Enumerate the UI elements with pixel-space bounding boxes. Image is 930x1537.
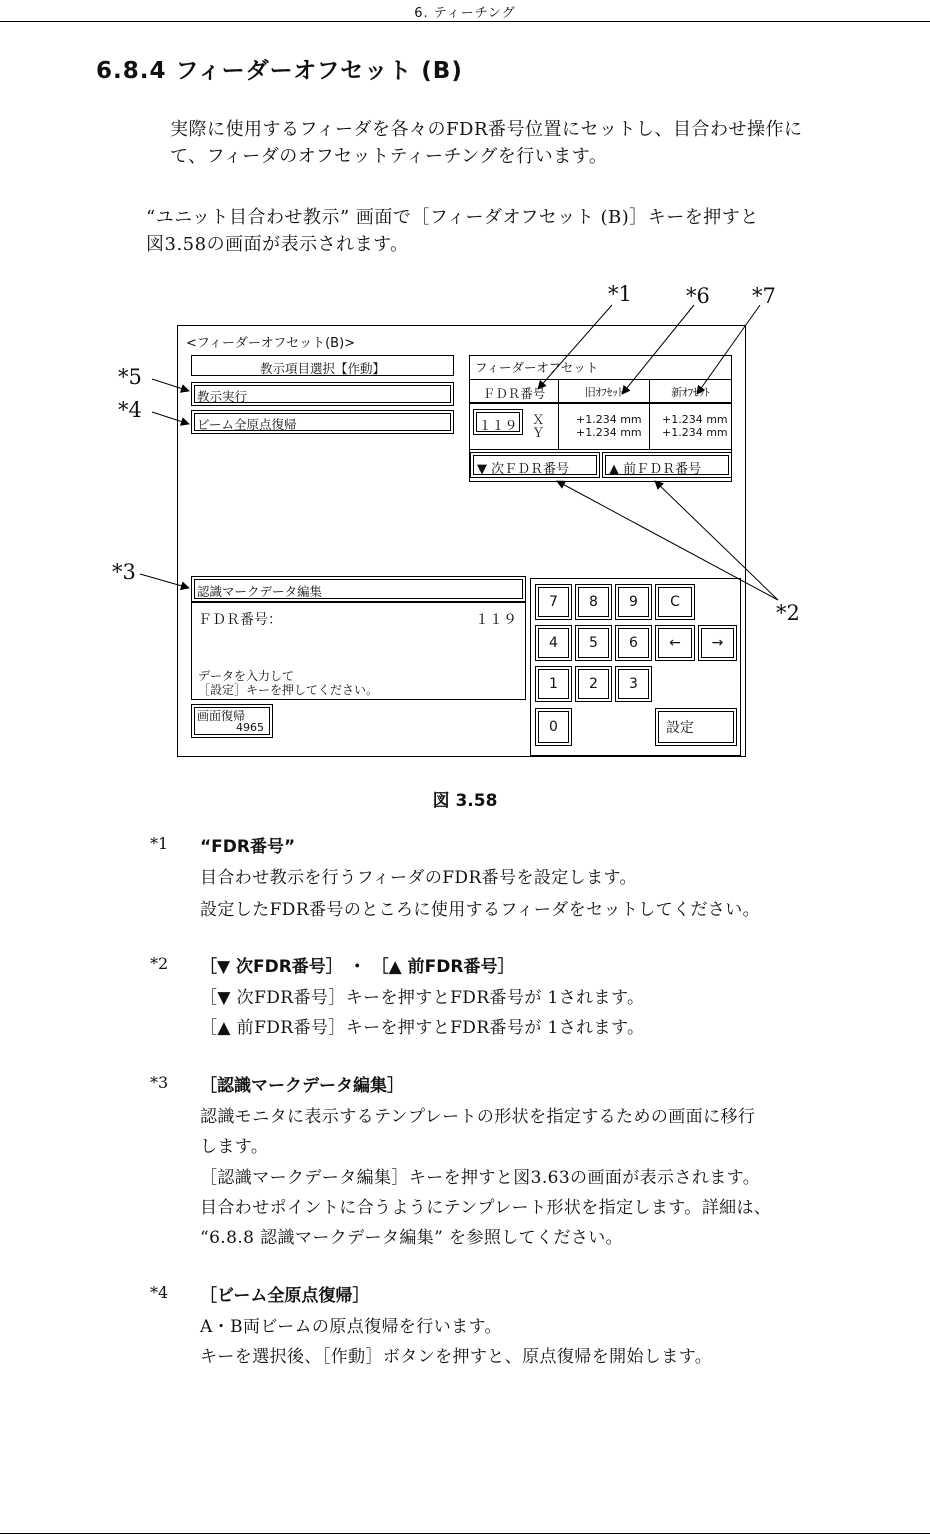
leader-2b	[655, 481, 778, 600]
fdr-number-value: １１９	[478, 419, 518, 434]
recog-msg-2: ［設定］キーを押してください。	[198, 683, 379, 697]
beam-home-label: ビーム全原点復帰	[197, 417, 297, 432]
key-0-label: 0	[549, 719, 558, 735]
screen-title: <フィーダーオフセット(B)>	[186, 336, 356, 351]
note-1-line-2: 設定したFDR番号のところに使用するフィーダをセットしてください。	[200, 900, 761, 920]
callout-1: *1	[608, 282, 632, 306]
note-2-heading: ［▼ 次FDR番号］ ・ ［▲ 前FDR番号］	[200, 957, 515, 977]
note-3-line-1: 認識モニタに表示するテンプレートの形状を指定するための画面に移行	[200, 1107, 756, 1127]
old-offset-y: +1.234 mm	[576, 426, 642, 439]
footer-rule	[0, 1533, 930, 1534]
note-3-line-3: ［認識マークデータ編集］キーを押すと図3.63の画面が表示されます。	[200, 1168, 761, 1188]
key-set-label: 設定	[666, 720, 694, 736]
leader-5	[152, 379, 189, 391]
chapter-header: 6. ティーチング	[414, 6, 516, 21]
next-fdr-label: ▼ 次ＦＤＲ番号	[477, 462, 570, 477]
recog-fdr-value: １１９	[475, 612, 517, 628]
recog-mark-edit-label: 認識マークデータ編集	[197, 584, 323, 599]
note-4-id: *4	[150, 1283, 169, 1302]
intro-line-1: 実際に使用するフィーダを各々のFDR番号位置にセットし、目合わせ操作に	[170, 119, 803, 140]
figure-caption: 図 3.58	[432, 791, 498, 811]
key-5-label: 5	[589, 635, 598, 651]
intro-line-2: て、フィーダのオフセットティーチングを行います。	[170, 146, 608, 167]
note-3-heading: ［認識マークデータ編集］	[200, 1076, 404, 1096]
note-2-line-2: ［▲ 前FDR番号］キーを押すとFDR番号が 1されます。	[200, 1018, 645, 1038]
offset-col-new-label: 新ｵﾌｾｯﾄ	[671, 386, 710, 399]
leader-2a	[557, 481, 778, 600]
key-9-label: 9	[629, 594, 638, 610]
screen-restore-label: 画面復帰	[197, 709, 246, 723]
recog-msg-1: データを入力して	[198, 669, 295, 683]
intro-line-4: 図3.58の画面が表示されます。	[146, 234, 409, 255]
callout-7: *7	[752, 284, 776, 308]
note-1-heading: “FDR番号”	[200, 837, 296, 857]
new-offset-x: +1.234 mm	[662, 413, 728, 426]
callout-2: *2	[776, 601, 800, 625]
teach-execute-label: 教示実行	[197, 389, 248, 404]
offset-panel-title: フィーダーオフセット	[475, 360, 599, 375]
screen-restore-code: 4965	[236, 721, 264, 734]
key-8-label: 8	[589, 594, 598, 610]
key-1-label: 1	[549, 676, 558, 692]
offset-col-old-label: 旧ｵﾌｾｯﾄ	[584, 386, 624, 399]
axis-y-label: Ｙ	[532, 425, 545, 440]
note-4-line-1: A・B両ビームの原点復帰を行います。	[200, 1317, 502, 1337]
note-4-line-2: キーを選択後、［作動］ボタンを押すと、原点復帰を開始します。	[200, 1347, 713, 1367]
callout-4: *4	[118, 398, 142, 422]
intro-line-3: “ユニット目合わせ教示” 画面で［フィーダオフセット (B)］キーを押すと	[146, 207, 759, 228]
offset-col-fdr-label: ＦＤＲ番号	[482, 386, 546, 401]
key-3-label: 3	[629, 676, 638, 692]
leader-3	[140, 574, 189, 588]
key-6-label: 6	[629, 635, 638, 651]
old-offset-x: +1.234 mm	[576, 413, 642, 426]
note-3-line-4: 目合わせポイントに合うようにテンプレート形状を指定します。詳細は、	[200, 1198, 772, 1218]
key-clear-label: C	[670, 594, 680, 610]
note-4-heading: ［ビーム全原点復帰］	[200, 1286, 370, 1306]
leader-6	[622, 305, 694, 394]
recog-fdr-label: ＦＤＲ番号：	[198, 612, 282, 628]
callout-5: *5	[118, 365, 142, 389]
callout-3: *3	[112, 560, 136, 584]
menu-header-label: 教示項目選択【作動】	[259, 361, 385, 376]
leader-7	[697, 305, 760, 394]
note-2-line-1: ［▼ 次FDR番号］キーを押すとFDR番号が 1されます。	[200, 988, 645, 1008]
note-2-id: *2	[150, 954, 169, 973]
right-arrow-icon: →	[711, 635, 724, 651]
callout-6: *6	[686, 284, 710, 308]
note-3-line-5: “6.8.8 認識マークデータ編集” を参照してください。	[200, 1228, 624, 1248]
leader-4	[152, 412, 189, 424]
leader-1	[538, 305, 612, 389]
prev-fdr-label: ▲ 前ＦＤＲ番号	[609, 462, 702, 477]
note-1-line-1: 目合わせ教示を行うフィーダのFDR番号を設定します。	[200, 868, 637, 888]
key-2-label: 2	[589, 676, 598, 692]
note-3-id: *3	[150, 1073, 169, 1092]
axis-x-label: Ｘ	[532, 412, 545, 427]
note-3-line-2: します。	[200, 1137, 269, 1157]
note-1-id: *1	[150, 834, 169, 853]
section-title: 6.8.4 フィーダーオフセット (B)	[96, 58, 463, 84]
new-offset-y: +1.234 mm	[662, 426, 728, 439]
key-7-label: 7	[549, 594, 558, 610]
key-4-label: 4	[549, 635, 558, 651]
left-arrow-icon: ←	[669, 635, 681, 651]
